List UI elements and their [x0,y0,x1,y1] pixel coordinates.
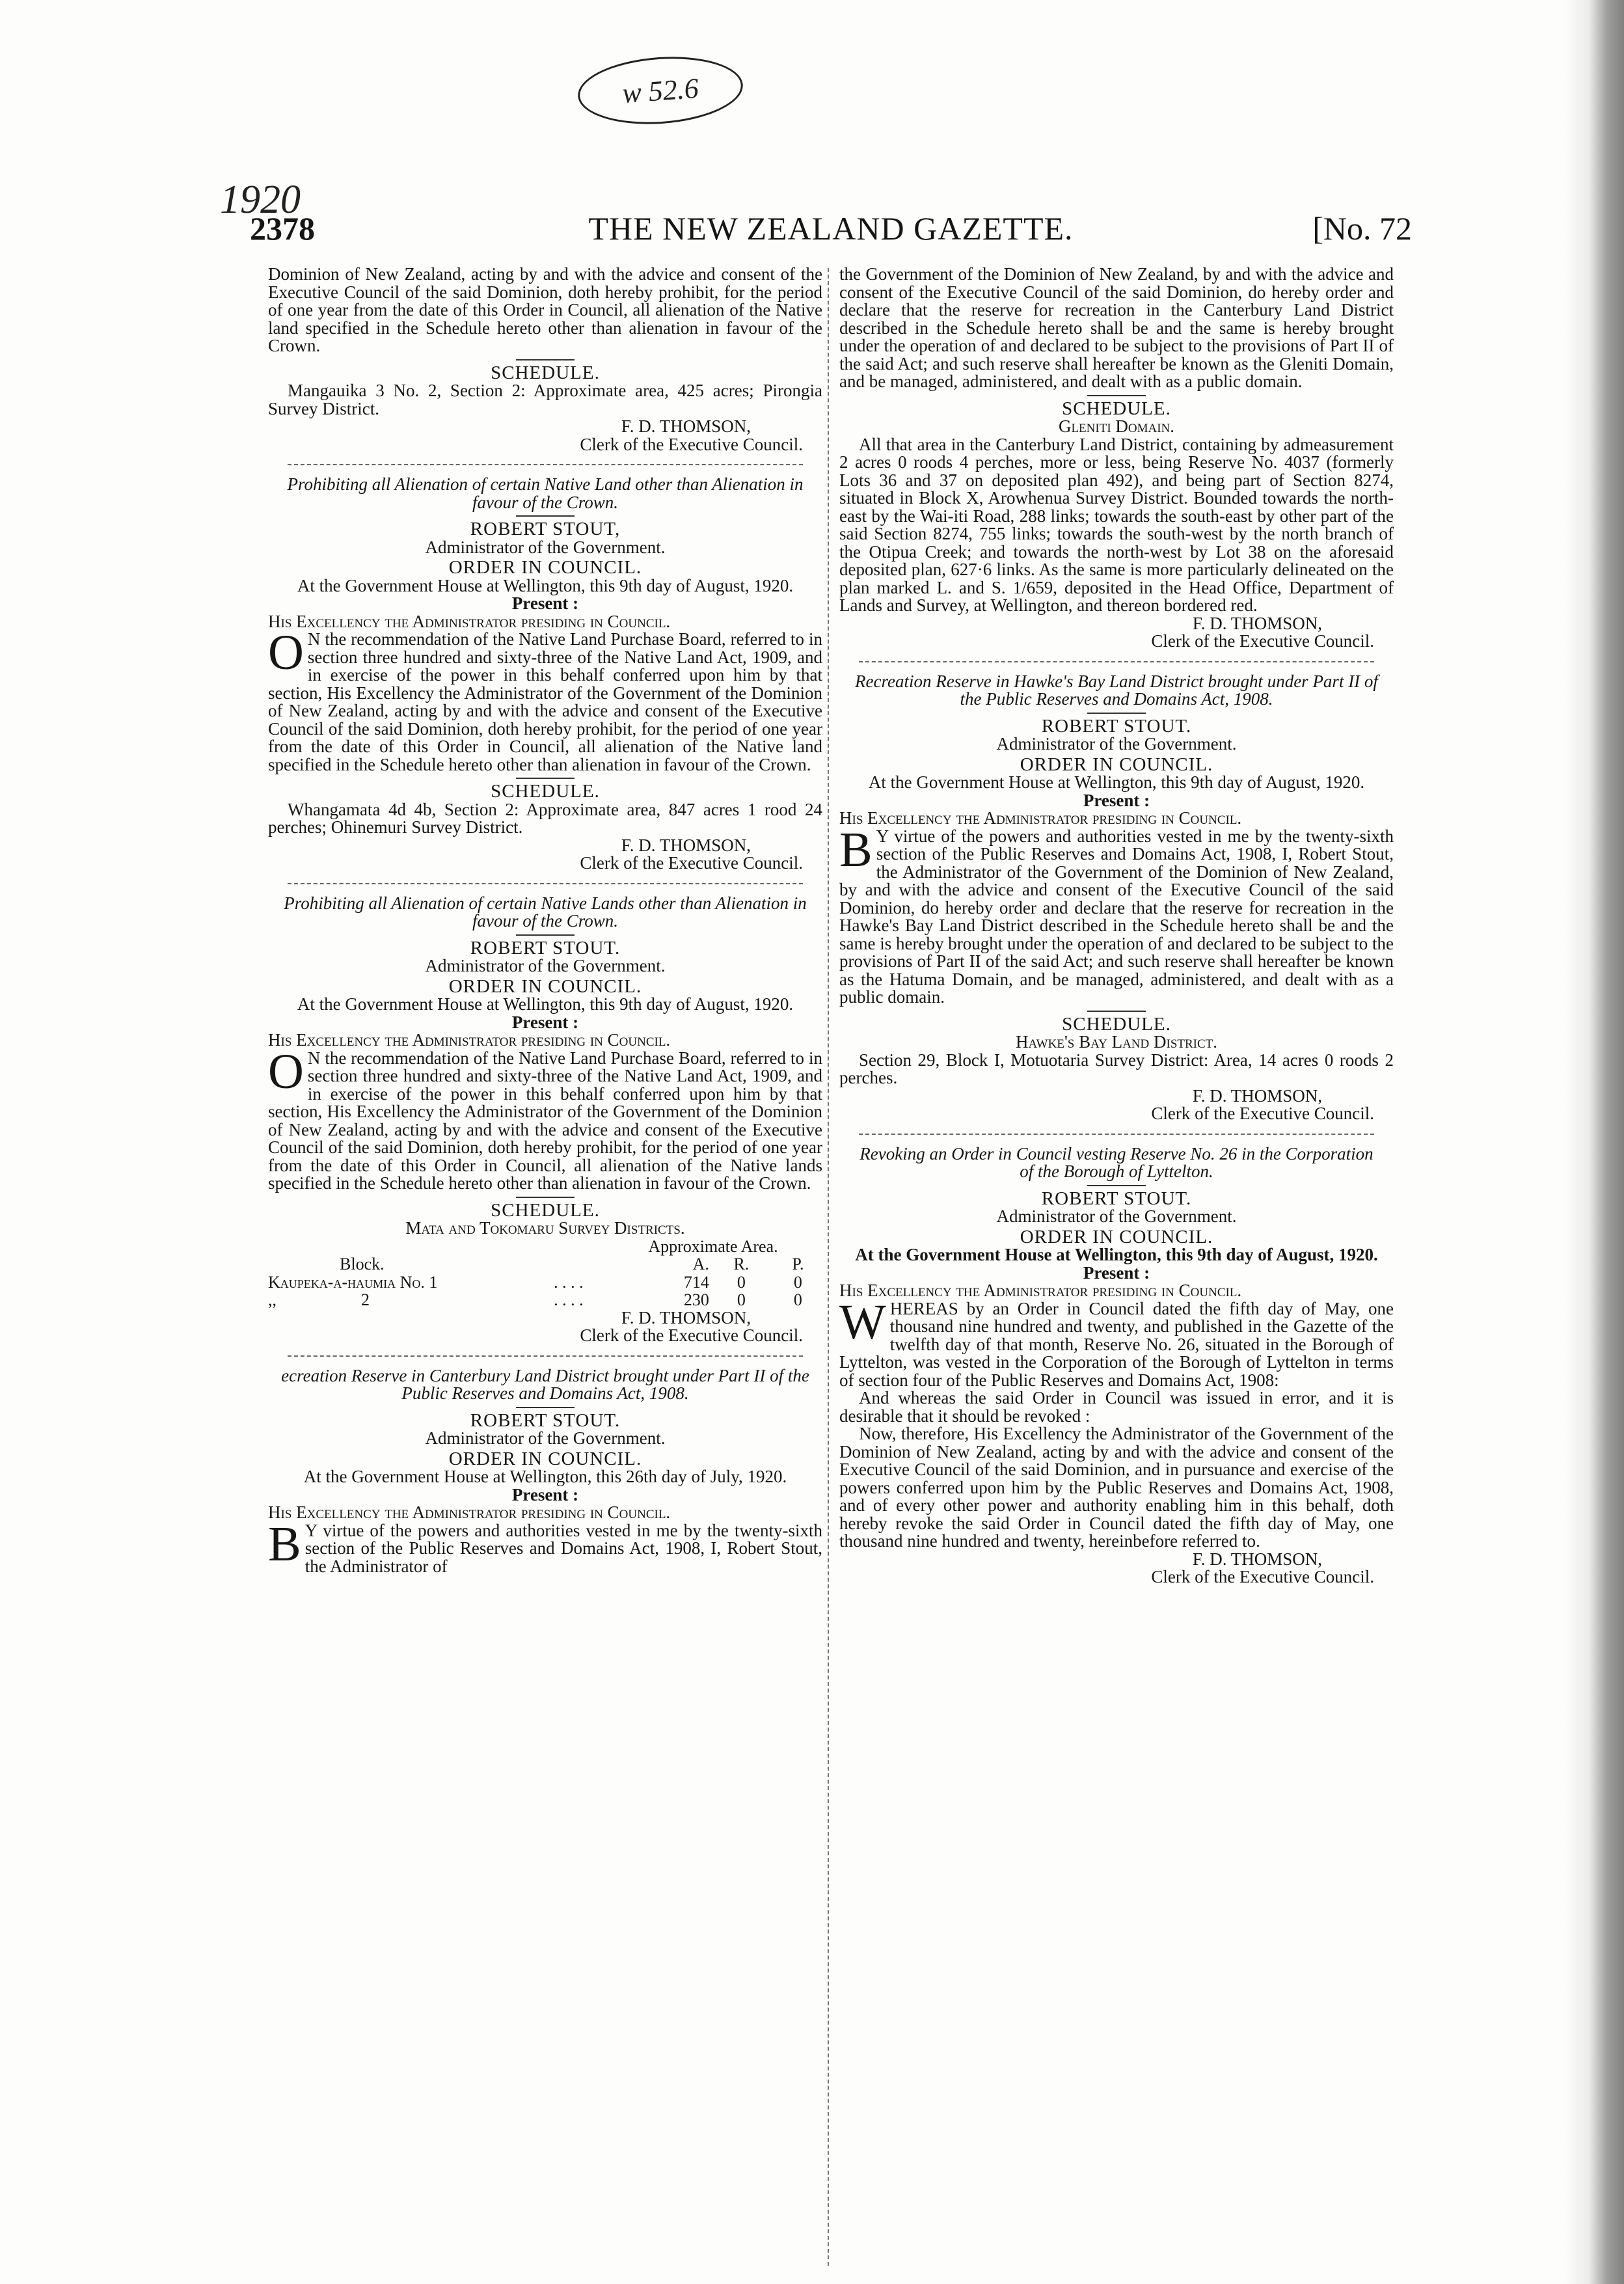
table-row [268,1273,822,1292]
order-body [268,1516,822,1576]
perches-value: 0 [793,1290,802,1309]
section-divider [288,883,803,884]
order-body-text: Y virtue of the powers and authorities vested in me by the twenty-sixth section of the Public Reserves and Domains Act, 1908, I, Robert Stout, the Administrator of [304,1520,822,1576]
schedule-text: Whangamata 4d 4b, Section 2: Approximate area, 847 acres 1 rood 24 perches; Ohinemuri Survey District. [268,799,822,837]
signatory-title: Clerk of the Executive Council. [1151,1567,1374,1586]
schedule-text: All that area in the Canterbury Land District, containing by admeasurement 2 acres 0 roods 4 perches, more or less, being Reserve No. 4037 (formerly Lots 36 and 37 on deposited plan 492), and being part of Section 8274, situated in Block X, Arowhenua Survey District. Bounded towards the north-east by the Wai-iti Road, 288 links; towards the south-east by other part of the said Section 8274, 755 links; towards the south-west by the north branch of the Otipua Creek; and towards the north-west by Lot 38 on the aforesaid deposited plan, 627·6 links. As the same is more particularly delineated on the plan marked L. and S. 1/659, deposited in the Head Office, Department of Lands and Survey, at Wellington, and thereon bordered red. [839,434,1394,615]
governor-role: Administrator of the Government. [996,1206,1237,1226]
page-number: 2378 [250,210,315,247]
rule [516,934,575,936]
signatory-name: F. D. THOMSON, [1192,1549,1322,1569]
block-header: Block. [340,1255,385,1273]
present-label: Present : [511,1012,579,1032]
order-body [268,625,822,774]
governor-role: Administrator of the Government. [425,956,666,975]
schedule-heading: SCHEDULE. [491,362,600,383]
signatory-title: Clerk of the Executive Council. [1151,1104,1374,1123]
rule [516,1197,575,1198]
rule [516,778,575,779]
schedule-subheading: Hawke's Bay Land District. [1015,1032,1218,1052]
order-heading: ORDER IN COUNCIL. [1020,1226,1213,1247]
perches-header: P. [792,1255,804,1273]
acres-value: 714 [683,1272,709,1292]
order-place-date: At the Government House at Wellington, this 9th day of August, 1920. [855,1245,1378,1264]
left-column [268,265,822,1575]
schedule-heading: SCHEDULE. [1062,1013,1171,1035]
signatory-name: F. D. THOMSON, [621,1307,751,1327]
schedule-subheading: Gleniti Domain. [1058,416,1175,436]
governor-role: Administrator of the Government. [996,734,1237,754]
order-place-date: At the Government House at Wellington, this 26th day of July, 1920. [303,1467,787,1486]
presiding-line: His Excellency the Administrator presiding in Council. [268,611,671,631]
drop-cap: B [268,1516,301,1571]
leader-dots: . . . . [554,1290,584,1309]
order-heading: ORDER IN COUNCIL. [448,557,642,578]
rule [1087,395,1146,396]
schedule-subheading: Mata and Tokomaru Survey Districts. [405,1218,685,1238]
presiding-line: His Excellency the Administrator presiding in Council. [268,1030,671,1050]
order-body [839,822,1394,1007]
perches-value: 0 [793,1272,802,1292]
order-heading: ORDER IN COUNCIL. [448,975,642,997]
section-divider [859,661,1374,662]
area-table [268,1238,822,1309]
present-label: Present : [511,593,579,613]
drop-cap: W [839,1294,886,1350]
leader-dots: . . . . [554,1272,584,1292]
rule [516,359,575,360]
signatory-title: Clerk of the Executive Council. [580,1326,803,1345]
notice-title: Prohibiting all Alienation of certain Native Lands other than Alienation in favour of the Crown. [284,893,807,931]
archive-stamp: w 52.6 [576,51,745,129]
schedule-heading: SCHEDULE. [491,781,600,802]
governor-name: ROBERT STOUT. [470,937,621,958]
schedule-text: Mangauika 3 No. 2, Section 2: Approximate area, 425 acres; Pirongia Survey District. [268,381,822,418]
governor-role: Administrator of the Government. [425,1428,666,1448]
schedule-heading: SCHEDULE. [1062,398,1171,419]
signatory-name: F. D. THOMSON, [1192,1085,1322,1106]
paragraph: the Government of the Dominion of New Zealand, by and with the advice and consent of the Executive Council of the said Dominion, do hereby order and declare that the reserve for recreation in the Canterbury Land District described in the Schedule hereto shall be and the same is hereby brought under the operation of and declared to be subject to the provisions of Part II of the said Act; and such reserve shall hereafter be known as the Gleniti Domain, and be managed, administered, and dealt with as a public domain. [839,264,1394,391]
roods-header: R. [733,1255,750,1273]
notice-title: ecreation Reserve in Canterbury Land District brought under Part II of the Public Reserves and Domains Act, 1908. [281,1365,809,1403]
order-body-text: N the recommendation of the Native Land Purchase Board, referred to in section three hundred and sixty-three of the Native Land Act, 1909, and in exercise of the power in this behalf conferred upon him by that section, His Excellency the Administrator of the Government of the Dominion of New Zealand, acting by and with the advice and consent of the Executive Council of the said Dominion, doth hereby prohibit, for the period of one year from the date of this Order in Council, all alienation of the Native land specified in the Schedule hereto other than alienation in favour of the Crown. [268,629,822,774]
order-body-text: Y virtue of the powers and authorities vested in me by the twenty-sixth section of the Public Reserves and Domains Act, 1908, I, Robert Stout, the Administrator of the Government of the Dominion of New Zealand, by and with the advice and consent of the Executive Council of the said Dominion, do hereby order and declare that the reserve for recreation in the Hawke's Bay Land District described in the Schedule hereto shall be and the same is hereby brought under the operation of and declared to be subject to the provisions of Part II of the said Act; and such reserve shall hereafter be known as the Hatuma Domain, and be managed, administered, and dealt with as a public domain. [839,826,1394,1007]
present-label: Present : [1083,790,1150,810]
issue-number: [No. 72 [1312,210,1412,247]
section-divider [288,1355,803,1357]
signatory-name: F. D. THOMSON, [621,416,751,436]
signatory-name: F. D. THOMSON, [1192,613,1322,633]
schedule-text: Section 29, Block I, Motuotaria Survey District: Area, 14 acres 0 roods 2 perches. [839,1050,1394,1087]
drop-cap: O [268,625,304,680]
presiding-line: His Excellency the Administrator presiding in Council. [839,1281,1242,1300]
signatory-title: Clerk of the Executive Council. [580,434,803,454]
governor-name: ROBERT STOUT, [470,519,621,539]
order-body [268,1044,822,1193]
right-column [839,265,1394,1586]
signatory-name: F. D. THOMSON, [621,835,751,855]
governor-name: ROBERT STOUT. [1041,1188,1192,1209]
governor-name: ROBERT STOUT. [1041,715,1192,737]
rule [516,1407,575,1408]
roods-value: 0 [737,1272,746,1292]
notice-title: Prohibiting all Alienation of certain Native Land other than Alienation in favour of the Crown. [287,474,804,512]
presiding-line: His Excellency the Administrator presiding in Council. [839,808,1242,828]
present-label: Present : [511,1484,579,1504]
governor-name: ROBERT STOUT. [470,1409,621,1431]
order-body [839,1294,1394,1390]
page-header [250,210,1412,255]
drop-cap: B [839,822,873,877]
rule [1087,1011,1146,1012]
order-heading: ORDER IN COUNCIL. [1020,754,1213,775]
scan-edge-shadow [1565,0,1624,2284]
schedule-heading: SCHEDULE. [491,1199,600,1221]
order-place-date: At the Government House at Wellington, this 9th day of August, 1920. [297,575,794,595]
roods-value: 0 [737,1290,746,1309]
rule [1087,713,1146,714]
signatory-title: Clerk of the Executive Council. [1151,631,1374,651]
section-divider [859,1134,1374,1135]
paragraph: Dominion of New Zealand, acting by and with the advice and consent of the Executive Council of the said Dominion, doth hereby prohibit, for the period of one year from the date of this Order in Council, all alienation of the Native land specified in the Schedule hereto other than alienation in favour of the Crown. [268,264,822,355]
drop-cap: O [268,1044,304,1099]
signatory-title: Clerk of the Executive Council. [580,853,803,873]
order-body-text: HEREAS by an Order in Council dated the fifth day of May, one thousand nine hundred and twenty, and published in the Gazette of the twelfth day of that month, Reserve No. 26, situated in the Borough of Lyttelton, was vested in the Corporation of the Borough of Lyttelton in terms of section four of the Public Reserves and Domains Act, 1908: [839,1298,1394,1390]
handwritten-year: 1920 [220,178,301,222]
governor-role: Administrator of the Government. [425,537,666,557]
present-label: Present : [1083,1262,1150,1283]
area-header: Approximate Area. [648,1236,778,1256]
section-divider [288,464,803,465]
block-name: Kaupeka-a-haumia No. 1 [268,1272,438,1292]
order-body-text: Now, therefore, His Excellency the Administrator of the Government of the Dominion of New Zealand, acting by and with the advice and consent of the Executive Council of the said Dominion, and in pursuance and exercise of the powers conferred upon him by the Public Reserves and Domains Act, 1908, and of every other power and authority enabling him in this behalf, doth hereby revoke the said Order in Council dated the fifth day of May, one thousand nine hundred and twenty, hereinbefore referred to. [839,1424,1394,1551]
order-heading: ORDER IN COUNCIL. [448,1448,642,1469]
order-body-text: And whereas the said Order in Council was issued in error, and it is desirable that it should be revoked : [839,1388,1394,1426]
rule [516,515,575,517]
column-divider [828,268,829,2266]
order-body-text: N the recommendation of the Native Land Purchase Board, referred to in section three hundred and sixty-three of the Native Land Act, 1909, and in exercise of the power in this behalf conferred upon him by that section, His Excellency the Administrator of the Government of the Dominion of New Zealand, acting by and with the advice and consent of the Executive Council of the said Dominion, doth hereby prohibit, for the period of one year from the date of this Order in Council, all alienation of the Native lands specified in the Schedule hereto other than alienation in favour of the Crown. [268,1048,822,1193]
presiding-line: His Excellency the Administrator presiding in Council. [268,1502,671,1522]
gazette-title: THE NEW ZEALAND GAZETTE. [588,210,1074,247]
order-place-date: At the Government House at Wellington, this 9th day of August, 1920. [297,994,794,1014]
table-row [268,1291,822,1309]
notice-title: Recreation Reserve in Hawke's Bay Land District brought under Part II of the Public Reserves and Domains Act, 1908. [855,671,1378,709]
acres-value: 230 [683,1290,709,1309]
rule [1087,1185,1146,1186]
notice-title: Revoking an Order in Council vesting Reserve No. 26 in the Corporation of the Borough of Lyttelton. [859,1143,1374,1181]
acres-header: A. [692,1255,709,1273]
block-name: ,, 2 [268,1290,370,1309]
order-place-date: At the Government House at Wellington, this 9th day of August, 1920. [868,772,1365,792]
